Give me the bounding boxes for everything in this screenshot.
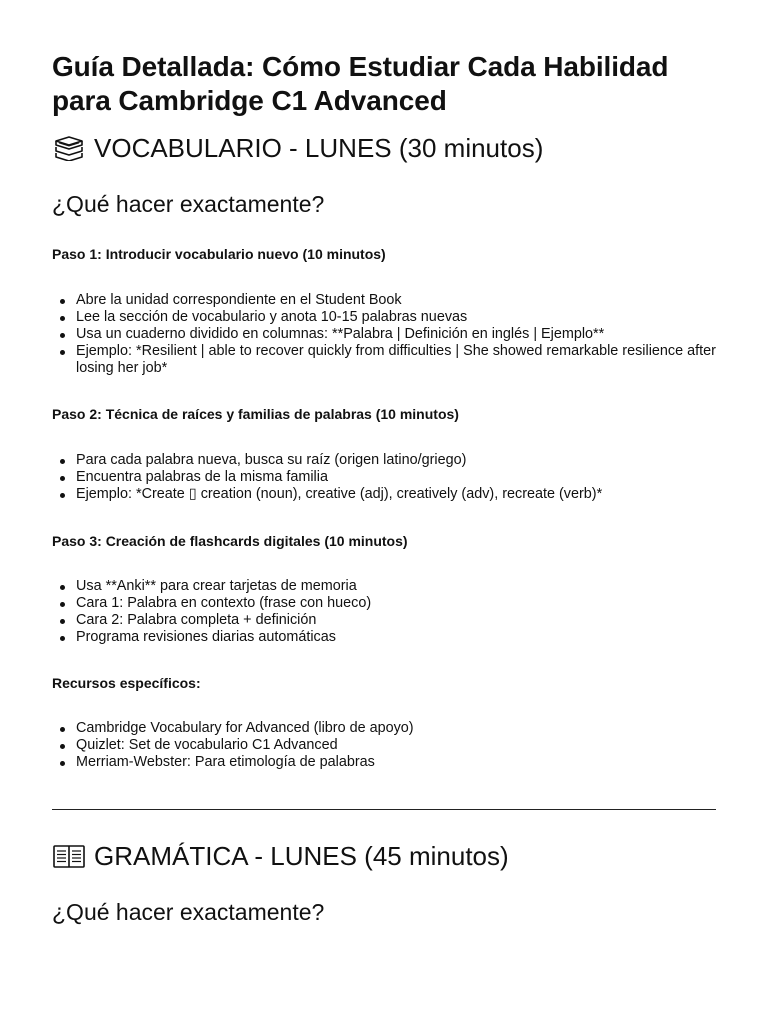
document-page — [52, 50, 716, 926]
step-title: Recursos específicos: — [52, 675, 201, 691]
list-item: Ejemplo: *Create ▯ creation (noun), creative (adj), creatively (adv), recreate (verb)* — [76, 486, 716, 503]
section-heading-text: GRAMÁTICA - LUNES (45 minutos) — [94, 841, 509, 871]
section-heading-text: VOCABULARIO - LUNES (30 minutos) — [94, 133, 544, 163]
step-title: Paso 3: Creación de flashcards digitales (10 minutos) — [52, 533, 408, 549]
list-item: Abre la unidad correspondiente en el Student Book — [76, 292, 716, 309]
list-item: Cambridge Vocabulary for Advanced (libro de apoyo) — [76, 720, 716, 737]
list-item: Cara 1: Palabra en contexto (frase con hueco) — [76, 595, 716, 612]
books-icon — [52, 135, 86, 161]
list-item: Ejemplo: *Resilient | able to recover quickly from difficulties | She showed remarkable resilience after losing her job* — [76, 343, 716, 376]
bullet-list — [52, 452, 716, 503]
subheading-que-hacer: ¿Qué hacer exactamente? — [52, 191, 325, 217]
list-item: Quizlet: Set de vocabulario C1 Advanced — [76, 737, 716, 754]
list-item: Merriam-Webster: Para etimología de palabras — [76, 754, 716, 771]
list-item: Cara 2: Palabra completa + definición — [76, 612, 716, 629]
section-divider — [52, 809, 716, 810]
list-item: Usa un cuaderno dividido en columnas: **Palabra | Definición en inglés | Ejemplo** — [76, 326, 716, 343]
bullet-list — [52, 292, 716, 377]
list-item: Para cada palabra nueva, busca su raíz (origen latino/griego) — [76, 452, 716, 469]
list-item: Lee la sección de vocabulario y anota 10-15 palabras nuevas — [76, 309, 716, 326]
open-book-icon — [52, 843, 86, 869]
bullet-list — [52, 578, 716, 646]
document-title: Guía Detallada: Cómo Estudiar Cada Habilidad para Cambridge C1 Advanced — [52, 51, 669, 116]
step-title: Paso 2: Técnica de raíces y familias de palabras (10 minutos) — [52, 406, 459, 422]
list-item: Encuentra palabras de la misma familia — [76, 469, 716, 486]
list-item: Programa revisiones diarias automáticas — [76, 629, 716, 646]
section-heading-gramatica — [52, 840, 716, 872]
list-item: Usa **Anki** para crear tarjetas de memoria — [76, 578, 716, 595]
section-heading-vocabulario — [52, 132, 716, 164]
bullet-list — [52, 720, 716, 771]
step-title: Paso 1: Introducir vocabulario nuevo (10 minutos) — [52, 246, 386, 262]
subheading-que-hacer: ¿Qué hacer exactamente? — [52, 899, 325, 925]
